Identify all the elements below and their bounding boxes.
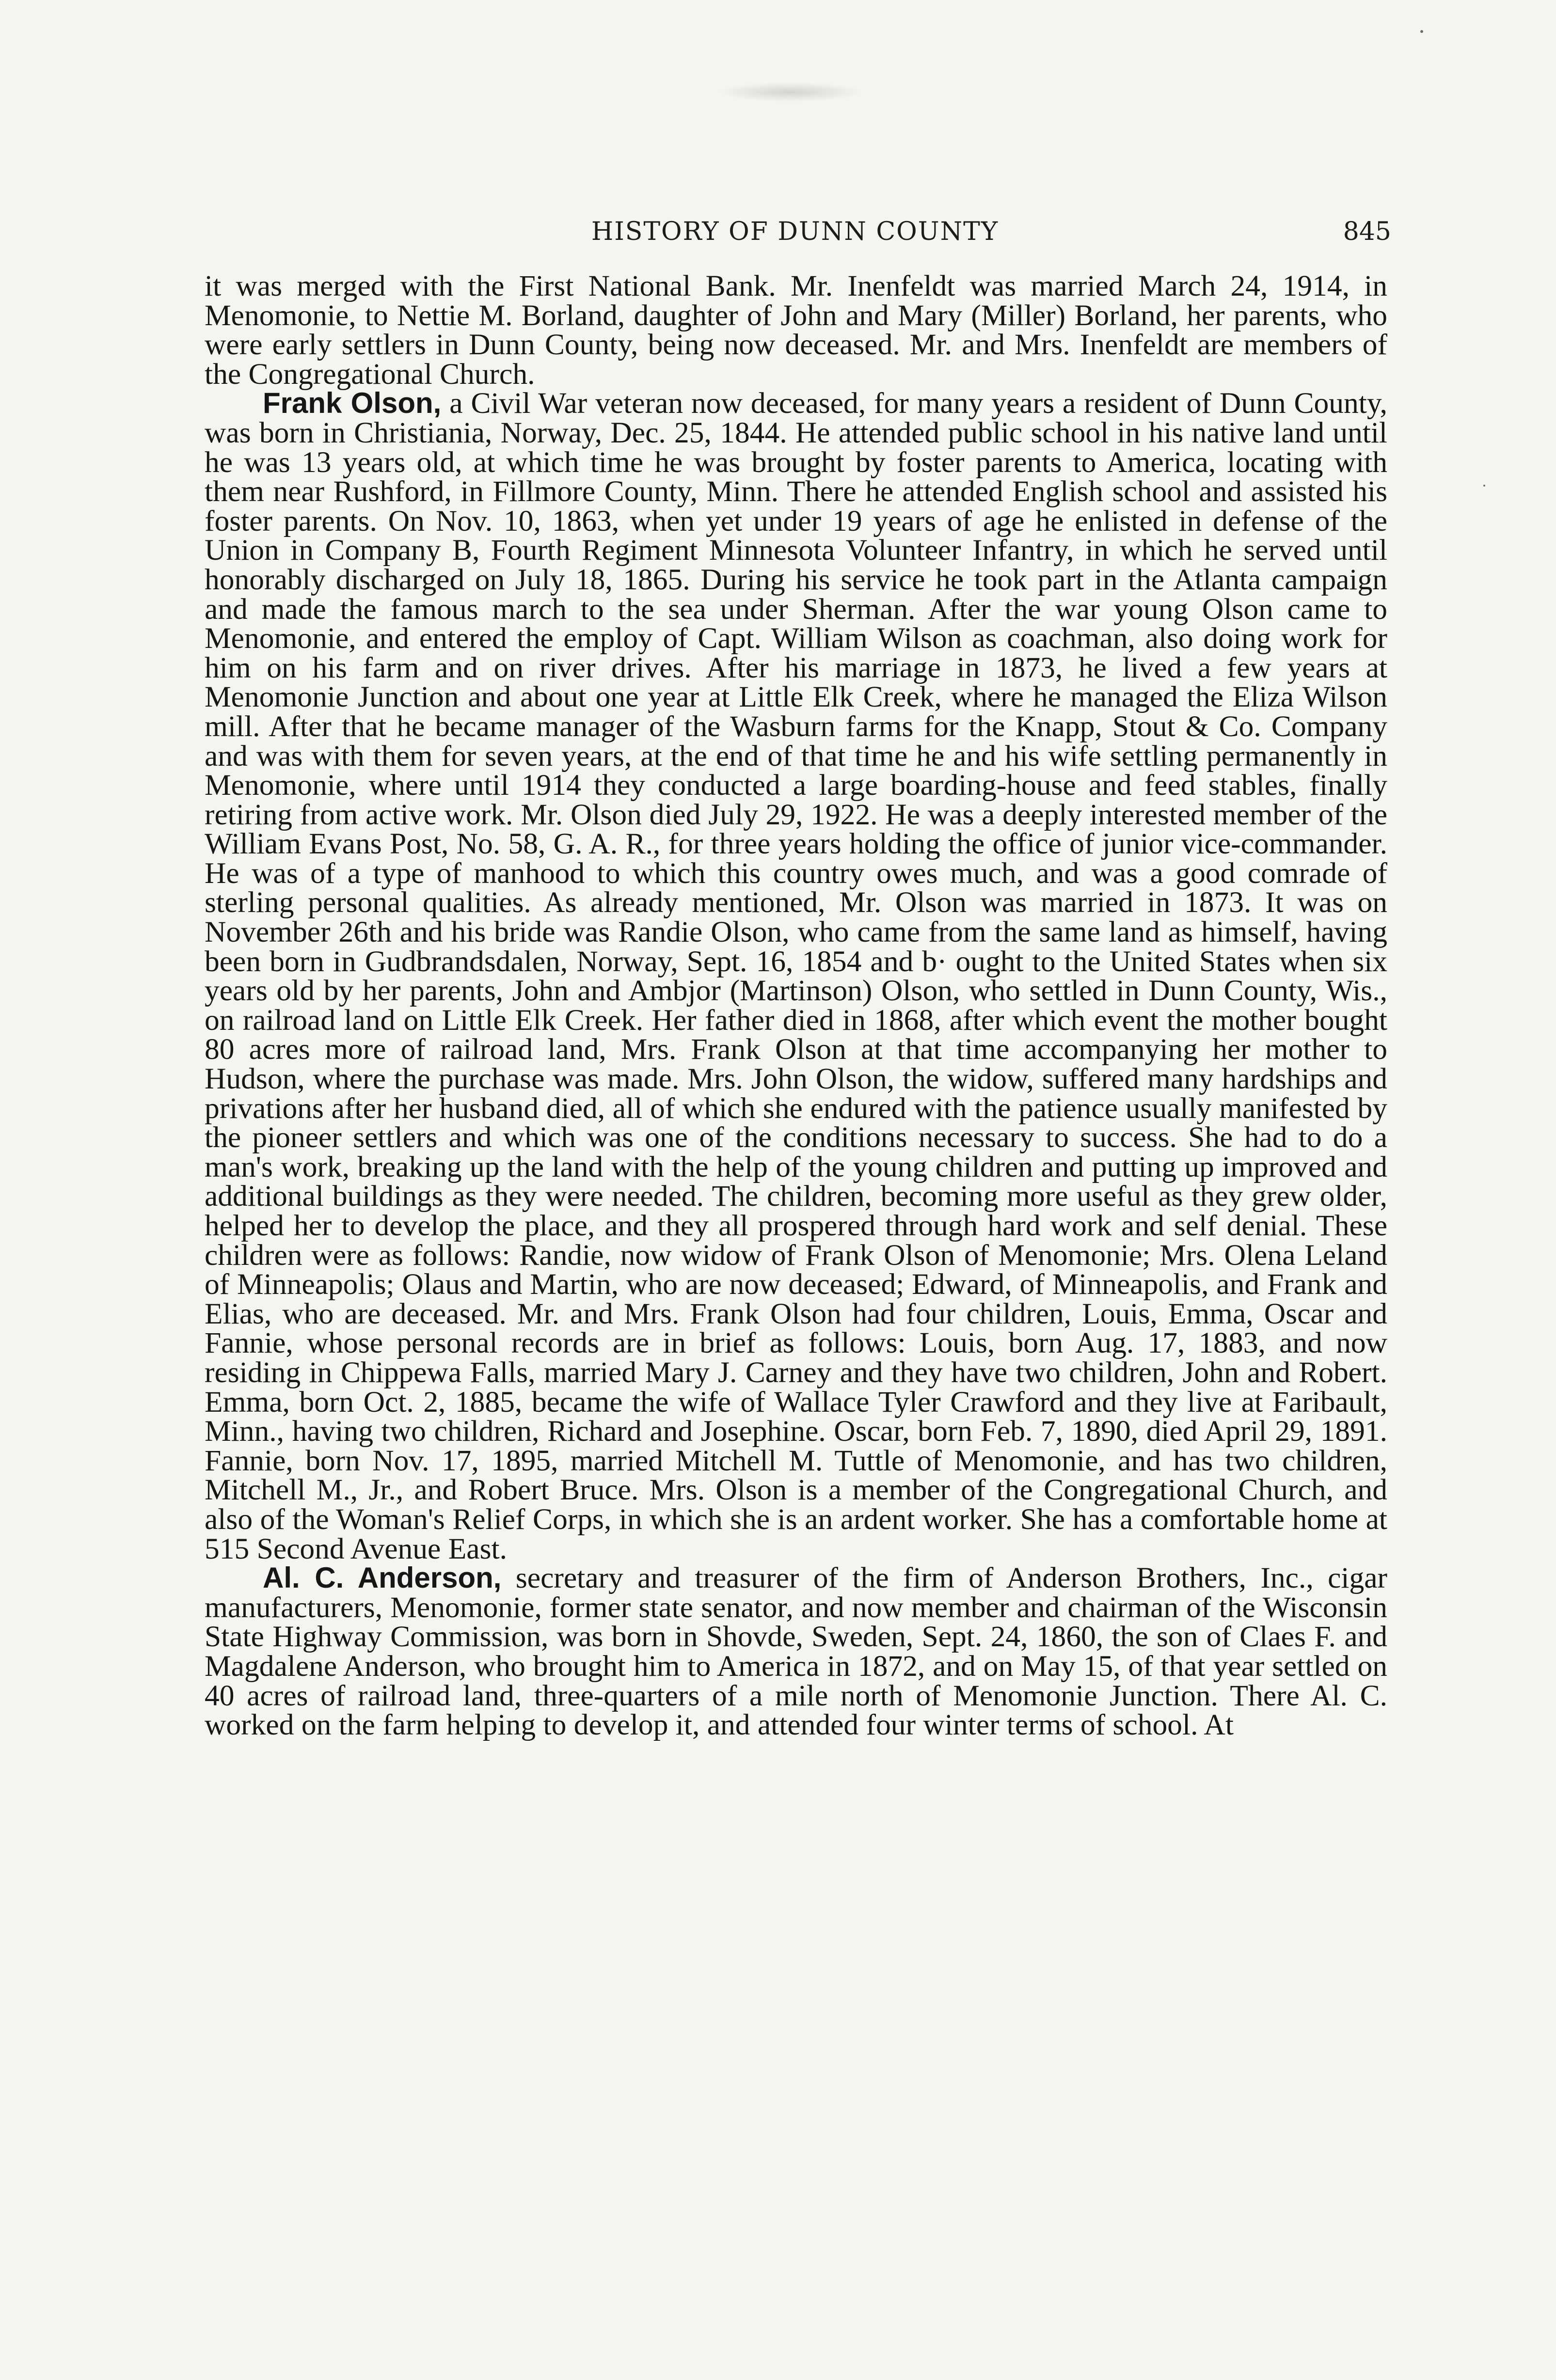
page-number: 845 <box>1343 217 1391 246</box>
page-speck <box>1483 485 1485 487</box>
paragraph-inenfeldt <box>205 271 1387 389</box>
page-speck <box>1420 30 1423 33</box>
entry-name: Al. C. Anderson, <box>263 1561 502 1594</box>
paragraph-text: secretary and treasurer of the firm of Anderson Brothers, Inc., cigar manufacturers, Menomonie, former state senator, and now member and chairman of the Wisconsin State Highway Commission, was born in Shovde, Sweden, Sept. 24, 1860, the son of Claes F. and Magdalene Anderson, who brought him to America in 1872, and on May 15, of that year settled on 40 acres of railroad land, three-quarters of a mile north of Menomonie Junction. There Al. C. worked on the farm helping to develop it, and attended four winter terms of school. At <box>205 1561 1387 1742</box>
page-smudge <box>717 82 863 102</box>
paragraph-text: it was merged with the First National Bank. Mr. Inenfeldt was married March 24, 1914, in Menomonie, to Nettie M. Borland, daughter of John and Mary (Miller) Borland, her parents, who were early settlers in Dunn County, being now deceased. Mr. and Mrs. Inenfeldt are members of the Congregational Church. <box>205 269 1387 391</box>
paragraph-text: a Civil War veteran now deceased, for many years a resident of Dunn County, was born in Christiania, Norway, Dec. 25, 1844. He attended public school in his native land until he was 13 years old, at which time he was brought by foster parents to America, locating with them near Rushford, in Fillmore County, Minn. There he attended English school and assisted his foster parents. On Nov. 10, 1863, when yet under 19 years of age he enlisted in defense of the Union in Company B, Fourth Regiment Minnesota Volunteer Infantry, in which he served until honorably discharged on July 18, 1865. During his service he took part in the Atlanta campaign and made the famous march to the sea under Sherman. After the war young Olson came to Menomonie, and entered the employ of Capt. William Wilson as coachman, also doing work for him on his farm and on river drives. After his marriage in 1873, he lived a few years at Menomonie Junction and about one year at Little Elk Creek, where he managed the Eliza Wilson mill. After that he became manager of the Wasburn farms for the Knapp, Stout & Co. Company and was with them for seven years, at the end of that time he and his wife settling permanently in Menomonie, where until 1914 they conducted a large boarding-house and feed stables, finally retiring from active work. Mr. Olson died July 29, 1922. He was a deeply interested member of the William Evans Post, No. 58, G. A. R., for three years holding the office of junior vice-commander. He was of a type of manhood to which this country owes much, and was a good comrade of sterling personal qualities. As already mentioned, Mr. Olson was married in 1873. It was on November 26th and his bride was Randie Olson, who came from the same land as himself, having been born in Gudbrandsdalen, Norway, Sept. 16, 1854 and b· ought to the United States when six years old by her parents, John and Ambjor (Martinson) Olson, who settled in Dunn County, Wis., on railroad land on Little Elk Creek. Her father died in 1868, after which event the mother bought 80 acres more of railroad land, Mrs. Frank Olson at that time accompanying her mother to Hudson, where the purchase was made. Mrs. John Olson, the widow, suffered many hardships and privations after her husband died, all of which she endured with the patience usually manifested by the pioneer settlers and which was one of the conditions necessary to success. She had to do a man's work, breaking up the land with the help of the young children and putting up improved and additional buildings as they were needed. The children, becoming more useful as they grew older, helped her to develop the place, and they all prospered through hard work and self denial. These children were as follows: Randie, now widow of Frank Olson of Menomonie; Mrs. Olena Leland of Minneapolis; Olaus and Martin, who are now deceased; Edward, of Minneapolis, and Frank and Elias, who are deceased. Mr. and Mrs. Frank Olson had four children, Louis, Emma, Oscar and Fannie, whose personal records are in brief as follows: Louis, born Aug. 17, 1883, and now residing in Chippewa Falls, married Mary J. Carney and they have two children, John and Robert. Emma, born Oct. 2, 1885, became the wife of Wallace Tyler Crawford and they live at Faribault, Minn., having two children, Richard and Josephine. Oscar, born Feb. 7, 1890, died April 29, 1891. Fannie, born Nov. 17, 1895, married Mitchell M. Tuttle of Menomonie, and has two children, Mitchell M., Jr., and Robert Bruce. Mrs. Olson is a member of the Congregational Church, and also of the Woman's Relief Corps, in which she is an ardent worker. She has a comfortable home at 515 Second Avenue East. <box>205 387 1387 1565</box>
page-header <box>204 217 1391 256</box>
paragraph-al-c-anderson <box>205 1563 1387 1740</box>
running-title: HISTORY OF DUNN COUNTY <box>591 217 999 246</box>
paragraph-frank-olson <box>205 389 1387 1563</box>
body-text <box>205 271 1387 1740</box>
entry-name: Frank Olson, <box>263 387 442 420</box>
